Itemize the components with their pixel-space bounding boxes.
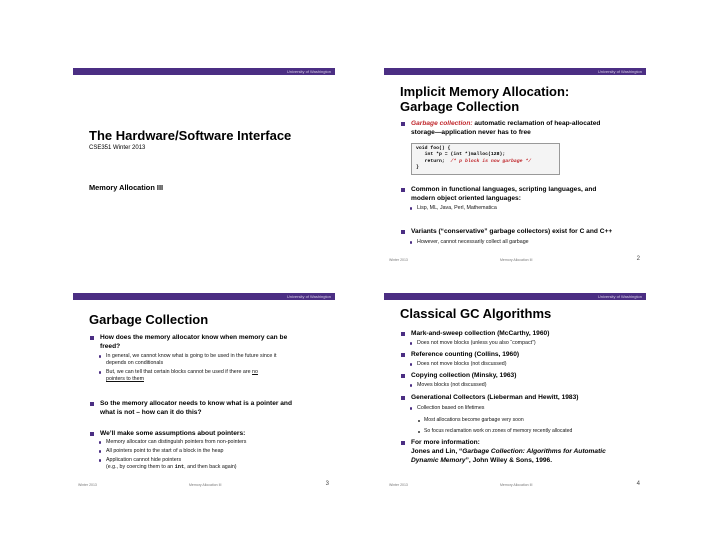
footer-term: Winter 2013 <box>389 258 408 262</box>
slide-footer <box>384 256 646 265</box>
sub-bullet <box>97 369 258 383</box>
slide-header-bar <box>384 293 646 300</box>
sub-text: In general, we cannot know what is going to be used in the future since it <box>106 353 277 359</box>
sub-bullet: All pointers point to the start of a block in the heap <box>97 448 224 455</box>
sub-bullet: Memory allocator can distinguish pointers from non-pointers <box>97 439 246 446</box>
bullet-text: Common in functional languages, scripting languages, and <box>411 186 597 193</box>
bullet-variants: Variants (“conservative” garbage collectors) exist for C and C++ <box>400 228 612 237</box>
citation-title: Garbage Collection: Algorithms for Automatic <box>462 448 606 455</box>
header-label: University of Washington <box>286 294 331 299</box>
sub-bullet: Moves blocks (not discussed) <box>408 382 486 389</box>
code-line: } <box>416 165 419 171</box>
code-keyword: int <box>174 463 185 470</box>
bullet-languages <box>400 186 596 203</box>
sub-bullet <box>97 457 237 471</box>
code-comment: /* p block is now garbage */ <box>450 158 532 164</box>
header-label: University of Washington <box>597 69 642 74</box>
bullet-text: storage—application never has to free <box>411 128 531 136</box>
bullet-when-free <box>89 334 287 351</box>
slide-header-bar <box>73 68 335 75</box>
bullet-text: modern object oriented languages: <box>411 194 521 202</box>
course-subtitle: CSE351 Winter 2013 <box>89 145 146 151</box>
citation-text: ”, John Wiley & Sons, 1996. <box>465 456 553 464</box>
sub-bullet: Collection based on lifetimes <box>408 405 484 412</box>
slide-2 <box>384 68 646 265</box>
bullet-text: automatic reclamation of heap-allocated <box>472 120 601 127</box>
header-label: University of Washington <box>286 69 331 74</box>
bullet-pointer-detection <box>89 400 292 417</box>
slide-3 <box>73 293 335 490</box>
slide-4 <box>384 293 646 490</box>
sub-bullet: However, cannot necessarily collect all garbage <box>408 239 529 246</box>
bullet-text: what is not – how can it do this? <box>100 408 202 416</box>
slide-footer <box>73 481 335 490</box>
sub-sub-bullet: So focus reclamation work on zones of memory recently allocated <box>416 428 572 435</box>
bullet-ref-counting: Reference counting (Collins, 1960) <box>400 351 519 360</box>
sub-bullet <box>97 353 277 367</box>
bullet-copying: Copying collection (Minsky, 1963) <box>400 372 516 381</box>
sub-bullet: Lisp, ML, Java, Perl, Mathematica <box>408 205 497 212</box>
reference-citation <box>411 448 606 465</box>
bullet-more-info: For more information: <box>400 439 480 448</box>
bullet-mark-sweep: Mark-and-sweep collection (McCarthy, 1960) <box>400 330 549 339</box>
slide-header-bar <box>73 293 335 300</box>
code-text: return; <box>416 158 451 164</box>
sub-sub-bullet: Most allocations become garbage very soon <box>416 417 524 424</box>
footer-topic: Memory Allocation III <box>500 258 533 262</box>
header-label: University of Washington <box>597 294 642 299</box>
footer-term: Winter 2013 <box>78 483 97 487</box>
sub-text: (e.g., by coercing them to an <box>106 463 175 470</box>
footer-term: Winter 2013 <box>389 483 408 487</box>
sub-text: But, we can tell that certain blocks cannot be used if there are <box>106 369 253 375</box>
bullet-assumptions: We’ll make some assumptions about pointers: <box>89 430 245 439</box>
underlined-word: no <box>252 369 258 375</box>
slide-title-line-2: Garbage Collection <box>400 99 520 114</box>
bullet-text: freed? <box>100 342 121 350</box>
sub-text: depends on conditionals <box>106 359 164 366</box>
slide-footer <box>384 481 646 490</box>
sub-text: Application cannot hide pointers <box>106 457 182 463</box>
slide-title: Classical GC Algorithms <box>400 306 552 321</box>
footer-topic: Memory Allocation III <box>189 483 222 487</box>
citation-title: Dynamic Memory <box>411 456 466 464</box>
slide-title: Garbage Collection <box>89 312 209 327</box>
slide-1 <box>73 68 335 265</box>
code-line: void foo() { <box>416 146 451 151</box>
term-highlight: Garbage collection: <box>411 120 473 127</box>
bullet-text: How does the memory allocator know when memory can be <box>100 334 288 341</box>
bullet-text: So the memory allocator needs to know what is a pointer and <box>100 400 292 407</box>
footer-topic: Memory Allocation III <box>500 483 533 487</box>
citation-text: Jones and Lin, “ <box>411 448 463 455</box>
page-number: 3 <box>325 481 329 487</box>
underlined-text: pointers to them <box>106 375 144 382</box>
slide-title: The Hardware/Software Interface <box>89 128 292 143</box>
sub-bullet: Does not move blocks (not discussed) <box>408 361 507 368</box>
page-number: 2 <box>636 256 640 262</box>
sub-bullet: Does not move blocks (unless you also “compact”) <box>408 340 536 347</box>
sub-text: , and then back again) <box>184 463 237 470</box>
section-title: Memory Allocation III <box>89 183 164 192</box>
bullet-generational: Generational Collectors (Lieberman and Hewitt, 1983) <box>400 394 578 403</box>
code-example <box>411 143 560 175</box>
bullet-gc-definition <box>400 120 600 137</box>
page-number: 4 <box>636 481 640 487</box>
slide-header-bar <box>384 68 646 75</box>
slide-title-line-1: Implicit Memory Allocation: <box>400 84 570 99</box>
code-text: int *p = (int *)malloc(128); <box>416 152 506 158</box>
